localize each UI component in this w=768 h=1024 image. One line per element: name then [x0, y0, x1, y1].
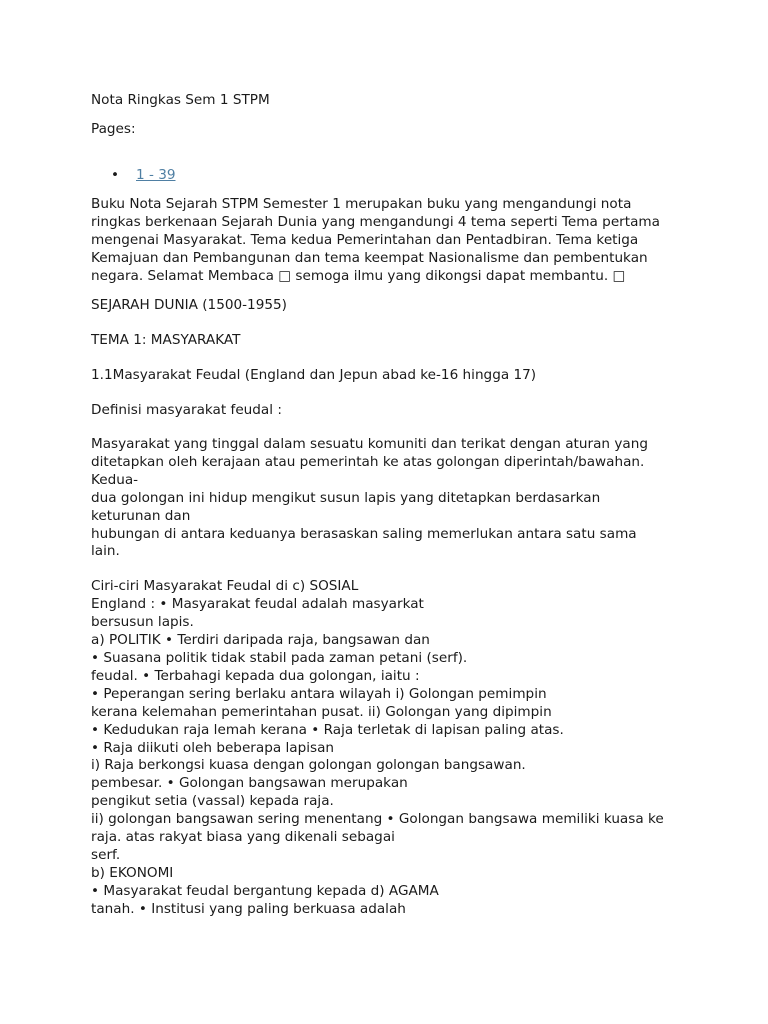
features-line: • Masyarakat feudal bergantung kepada d) AGAMA — [91, 882, 439, 899]
features-line: • Raja diikuti oleh beberapa lapisan — [91, 739, 335, 756]
features-line: kerana kelemahan pemerintahan pusat. ii) Golongan yang dipimpin — [91, 703, 552, 720]
theme-title: TEMA 1: MASYARAKAT — [91, 332, 241, 348]
definition-line: Kedua- — [91, 471, 139, 488]
definition-line: lain. — [91, 543, 120, 560]
pages-list — [91, 166, 691, 184]
features-line: feudal. • Terbahagi kepada dua golongan, iaitu : — [91, 667, 420, 684]
features-line: pembesar. • Golongan bangsawan merupakan — [91, 775, 408, 792]
features-line: bersusun lapis. — [91, 614, 194, 631]
intro-line: negara. Selamat Membaca □ semoga ilmu yang dikongsi dapat membantu. □ — [91, 268, 626, 284]
intro-paragraph — [91, 195, 691, 285]
definition-line: keturunan dan — [91, 507, 191, 524]
features-line: • Peperangan sering berlaku antara wilayah i) Golongan pemimpin — [91, 685, 547, 702]
features-line: serf. — [91, 846, 121, 863]
pages-link[interactable]: 1 - 39 — [136, 167, 176, 183]
features-line: tanah. • Institusi yang paling berkuasa adalah — [91, 900, 406, 917]
features-line: • Kedudukan raja lemah kerana • Raja terletak di lapisan paling atas. — [91, 721, 564, 738]
section-title: SEJARAH DUNIA (1500-1955) — [91, 297, 287, 313]
features-line: ii) golongan bangsawan sering menentang • Golongan bangsawa memiliki kuasa ke — [91, 811, 664, 828]
document-page — [91, 91, 691, 919]
features-section — [91, 578, 691, 918]
definition-label: Definisi masyarakat feudal : — [91, 402, 282, 418]
features-line: raja. atas rakyat biasa yang dikenali sebagai — [91, 829, 395, 846]
features-line: Ciri-ciri Masyarakat Feudal di c) SOSIAL — [91, 578, 359, 595]
definition-line: ditetapkan oleh kerajaan atau pemerintah ke atas golongan diperintah/bawahan. — [91, 453, 645, 470]
intro-line: mengenai Masyarakat. Tema kedua Pemerintahan dan Pentadbiran. Tema ketiga — [91, 232, 639, 248]
definition-line: dua golongan ini hidup mengikut susun lapis yang ditetapkan berdasarkan — [91, 489, 601, 506]
features-line: pengikut setia (vassal) kepada raja. — [91, 793, 334, 810]
intro-line: ringkas berkenaan Sejarah Dunia yang mengandungi 4 tema seperti Tema pertama — [91, 214, 660, 230]
list-item — [91, 166, 691, 184]
features-line: a) POLITIK • Terdiri daripada raja, bangsawan dan — [91, 632, 430, 649]
definition-paragraph — [91, 436, 691, 561]
intro-line: Kemajuan dan Pembangunan dan tema keempat Nasionalisme dan pembentukan — [91, 250, 648, 266]
features-line: • Suasana politik tidak stabil pada zaman petani (serf). — [91, 649, 468, 666]
definition-line: hubungan di antara keduanya berasaskan saling memerlukan antara satu sama — [91, 525, 637, 542]
subsection-title: 1.1Masyarakat Feudal (England dan Jepun abad ke-16 hingga 17) — [91, 367, 537, 383]
features-line: b) EKONOMI — [91, 864, 174, 881]
definition-line: Masyarakat yang tinggal dalam sesuatu komuniti dan terikat dengan aturan yang — [91, 436, 648, 452]
features-line: England : • Masyarakat feudal adalah masyarkat — [91, 596, 424, 613]
features-line: i) Raja berkongsi kuasa dengan golongan golongan bangsawan. — [91, 757, 526, 774]
intro-line: Buku Nota Sejarah STPM Semester 1 merupakan buku yang mengandungi nota — [91, 196, 632, 212]
pages-label: Pages: — [91, 121, 136, 137]
document-title: Nota Ringkas Sem 1 STPM — [91, 92, 270, 108]
bullet-icon: • — [111, 167, 120, 183]
